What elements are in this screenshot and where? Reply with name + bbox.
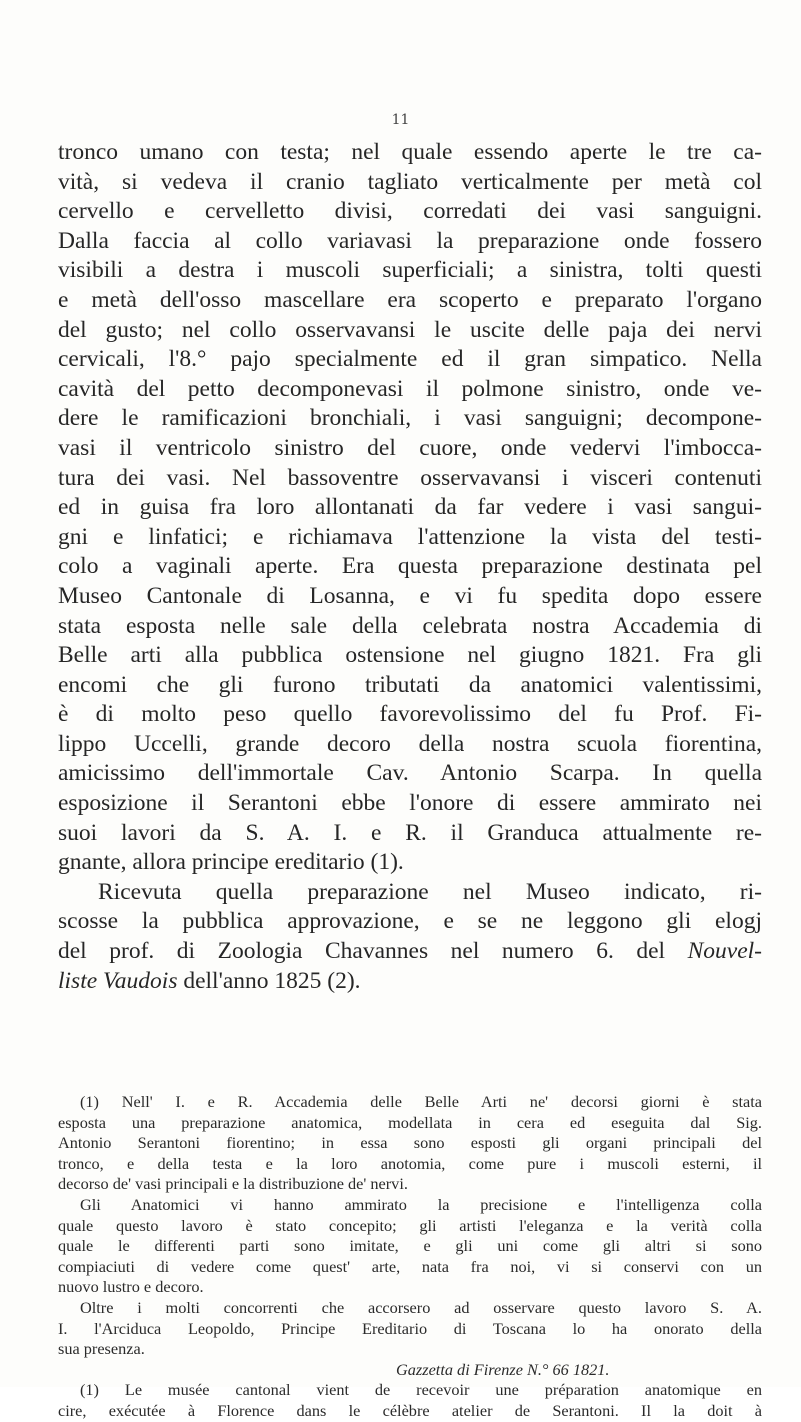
- footnote-source: Gazzetta di Firenze N.° 66 1821.: [396, 1359, 610, 1379]
- footnote-line: Antonio Serantoni fiorentino; in essa sono esposti gli organi principali del: [58, 1133, 762, 1153]
- text-line: cavità del petto decomponevasi il polmone sinistro, onde ve-: [58, 375, 762, 402]
- text-line: suoi lavori da S. A. I. e R. il Granduca attualmente re-: [58, 819, 762, 846]
- text-line: Belle arti alla pubblica ostensione nel giugno 1821. Fra gli: [58, 642, 762, 669]
- text-line: visibili a destra i muscoli superficiali; a sinistra, tolti questi: [58, 257, 762, 284]
- text-line: vità, si vedeva il cranio tagliato verticalmente per metà col: [58, 168, 762, 195]
- footnote-line: quale questo lavoro è stato concepito; gli artisti l'eleganza e la verità colla: [58, 1215, 762, 1235]
- journal-title-part: liste Vaudois: [58, 967, 178, 994]
- footnote-line: esposta una preparazione anatomica, modellata in cera ed eseguita dal Sig.: [58, 1112, 762, 1132]
- text-line: dere le ramificazioni bronchiali, i vasi sanguigni; decompone-: [58, 405, 762, 432]
- page-number: 11: [391, 112, 410, 128]
- text-line: Museo Cantonale di Losanna, e vi fu spedita dopo essere: [58, 582, 762, 609]
- footnote-line: quale le differenti parti sono imitate, e gli uni come gli altri si sono: [58, 1236, 762, 1256]
- text-line: e metà dell'osso mascellare era scoperto e preparato l'organo: [58, 286, 762, 313]
- text-line: ed in guisa fra loro allontanati da far vedere i vasi sangui-: [58, 494, 762, 521]
- footnote-line: (1) Le musée cantonal vient de recevoir une préparation anatomique en: [80, 1380, 762, 1400]
- text-line: del gusto; nel collo osservavansi le uscite delle paja dei nervi: [58, 316, 762, 343]
- footnotes: [58, 1092, 762, 1422]
- text-line: [58, 937, 762, 967]
- footnote-line: tronco, e della testa e la loro anotomia, come pure i muscoli esterni, il: [58, 1153, 762, 1173]
- footnote-line: Gli Anatomici vi hanno ammirato la precisione e l'intelligenza colla: [80, 1194, 762, 1214]
- text-fragment: del prof. di Zoologia Chavannes nel numero 6. del: [58, 938, 666, 965]
- text-line: vasi il ventricolo sinistro del cuore, onde vedervi l'imbocca-: [58, 434, 762, 461]
- footnote-line: nuovo lustro e decoro.: [58, 1277, 204, 1297]
- text-line: gnante, allora principe ereditario (1).: [58, 849, 404, 876]
- text-line: tronco umano con testa; nel quale essendo aperte le tre ca-: [58, 139, 762, 165]
- footnote-line: sua presenza.: [58, 1339, 145, 1359]
- text-line: scosse la pubblica approvazione, e se ne leggono gli elogj: [58, 908, 762, 935]
- main-text: [58, 138, 762, 996]
- footnote-line: decorso de' vasi principali e la distribuzione de' nervi.: [58, 1174, 408, 1194]
- text-line: Dalla faccia al collo variavasi la preparazione onde fossero: [58, 227, 762, 254]
- journal-title-part: Nouvel-: [687, 938, 762, 965]
- footnote-line: compiaciuti di vedere come quest' arte, nata fra noi, vi si conservi con un: [58, 1256, 762, 1276]
- text-line: tura dei vasi. Nel bassoventre osservavansi i visceri contenuti: [58, 464, 762, 491]
- text-line: cervicali, l'8.° pajo specialmente ed il gran simpatico. Nella: [58, 346, 762, 373]
- text-line: esposizione il Serantoni ebbe l'onore di essere ammirato nei: [58, 790, 762, 817]
- text-line: colo a vaginali aperte. Era questa preparazione destinata pel: [58, 553, 762, 580]
- text-line: Ricevuta quella preparazione nel Museo indicato, ri-: [98, 878, 762, 905]
- footnote-line: cire, exécutée à Florence dans le célèbre atelier de Serantoni. Il la doit à: [58, 1400, 762, 1420]
- text-fragment: dell'anno 1825 (2).: [177, 967, 361, 994]
- text-line: cervello e cervelletto divisi, corredati dei vasi sanguigni.: [58, 198, 762, 225]
- footnote-line: I. l'Arciduca Leopoldo, Principe Ereditario di Toscana lo ha onorato della: [58, 1318, 762, 1338]
- text-line: amicissimo dell'immortale Cav. Antonio Scarpa. In quella: [58, 760, 762, 787]
- text-line: stata esposta nelle sale della celebrata nostra Accademia di: [58, 612, 762, 639]
- text-line: [58, 967, 762, 997]
- text-line: gni e linfatici; e richiamava l'attenzione la vista del testi-: [58, 523, 762, 550]
- text-line: encomi che gli furono tributati da anatomici valentissimi,: [58, 671, 762, 698]
- text-line: lippo Uccelli, grande decoro della nostra scuola fiorentina,: [58, 730, 762, 757]
- footnote-line: (1) Nell' I. e R. Accademia delle Belle Arti ne' decorsi giorni è stata: [80, 1092, 762, 1111]
- text-line: è di molto peso quello favorevolissimo del fu Prof. Fi-: [58, 701, 762, 728]
- footnote-line: Oltre i molti concorrenti che accorsero ad osservare questo lavoro S. A.: [80, 1297, 762, 1317]
